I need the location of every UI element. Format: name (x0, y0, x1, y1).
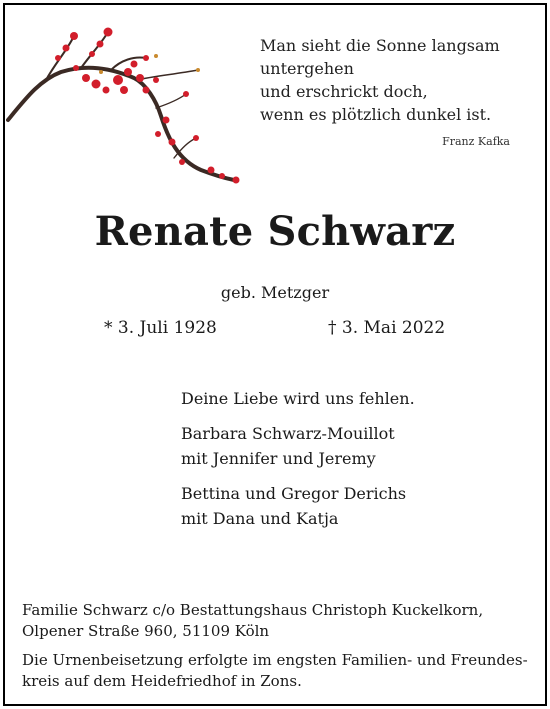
birth-date: * 3. Juli 1928 (104, 318, 217, 338)
mourner-name: Barbara Schwarz-Mouillot (181, 424, 395, 443)
quote-line: wenn es plötzlich dunkel ist. (260, 105, 492, 124)
quote (260, 34, 530, 126)
farewell-line: Deine Liebe wird uns fehlen. (181, 389, 415, 408)
quote-line: und erschrickt doch, (260, 82, 428, 101)
mourner-name: Bettina und Gregor Derichs (181, 484, 407, 503)
quote-line: untergehen (260, 59, 354, 78)
quote-author: Franz Kafka (442, 135, 510, 148)
notice-line: kreis auf dem Heidefriedhof in Zons. (22, 672, 302, 690)
footer (22, 600, 532, 692)
deceased-name: Renate Schwarz (94, 208, 456, 255)
mourner-family: mit Jennifer und Jeremy (181, 449, 376, 468)
plum-blossom-branch-illustration (6, 20, 246, 195)
notice-line: Die Urnenbeisetzung erfolgte im engsten Familien- und Freundes- (22, 651, 528, 669)
address-line: Familie Schwarz c/o Bestattungshaus Christoph Kuckelkorn, (22, 601, 484, 619)
quote-line: Man sieht die Sonne langsam (260, 36, 500, 55)
maiden-name: geb. Metzger (220, 283, 330, 302)
mourner-family: mit Dana und Katja (181, 509, 339, 528)
mourners-message (181, 386, 521, 531)
death-date: † 3. Mai 2022 (328, 318, 446, 338)
address-line: Olpener Straße 960, 51109 Köln (22, 622, 270, 640)
